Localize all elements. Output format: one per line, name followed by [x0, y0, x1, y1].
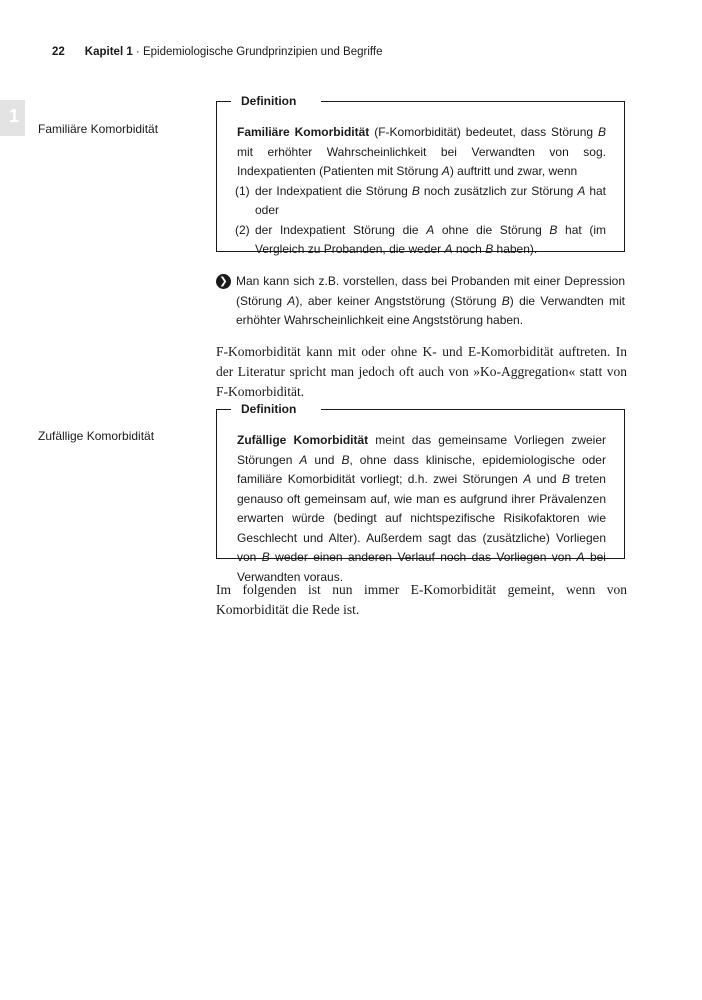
definition-title: Definition [241, 94, 297, 108]
text-run: Man kann sich z.B. vorstellen, dass bei Probanden mit einer Depression (Störung [236, 274, 625, 308]
margin-label-familiaere: Familiäre Komorbidität [38, 122, 159, 136]
definition-box-zufaellige [216, 402, 625, 584]
text-run: ), aber keiner Angststörung (Störung [295, 293, 502, 308]
list-item [237, 182, 606, 221]
text-run: A [523, 472, 532, 486]
margin-label-zufaellige: Zufällige Komorbidität [38, 429, 155, 443]
text-run: B [341, 452, 350, 467]
text-run: weder einen anderen Verlauf noch das Vorliegen von [269, 550, 577, 564]
text-run: A [444, 242, 453, 256]
chapter-tab [0, 100, 25, 136]
chapter-title: Epidemiologische Grundprinzipien und Begriffe [142, 46, 383, 58]
definition-box-familiaere [216, 94, 625, 256]
list-number: (1) [235, 183, 250, 198]
running-header [52, 46, 383, 58]
text-run: meint das gemeinsame Vorliegen zweier Störungen [237, 433, 606, 467]
text-run: und [531, 472, 562, 486]
definition-term: Zufällige Komorbidität [237, 433, 369, 447]
arrow-right-icon: ❯ [216, 274, 231, 289]
text-run: mit erhöhter Wahrscheinlichkeit bei Verwandten von sog. Indexpatienten (Patienten mit Störung [237, 144, 606, 178]
text-run: B [411, 183, 420, 198]
note-text [216, 272, 625, 331]
text-run: (F-Komorbidität) bedeutet, dass Störung [369, 125, 598, 139]
text-run: A [299, 452, 308, 467]
header-separator: · [132, 46, 143, 58]
text-run: B [261, 550, 270, 564]
definition-term: Familiäre Komorbidität [237, 125, 370, 139]
definition-title: Definition [241, 402, 297, 416]
text-run: ) auftritt und zwar, wenn [449, 164, 578, 178]
text-run: bei Verwandten voraus. [237, 550, 606, 584]
body-paragraph: F-Komorbidität kann mit oder ohne K- und E-Komorbidität auftreten. In der Literatur spricht man jedoch oft auch von »Ko-Aggregation« statt von F-Komorbidität. [216, 344, 627, 399]
list-number: (2) [235, 222, 250, 237]
chapter-tab-number: 1 [9, 106, 20, 126]
note-block [216, 272, 625, 331]
text-run: und [307, 452, 342, 467]
page-number: 22 [52, 46, 65, 58]
text-run: noch [452, 242, 486, 256]
text-run: B [485, 242, 494, 256]
text-run: A [577, 183, 586, 198]
text-run: A [576, 550, 585, 564]
definition-list [237, 182, 606, 260]
text-run: noch zusätzlich zur Störung [419, 183, 578, 198]
text-run: , ohne dass klinische, epidemiologische oder familiäre Komorbidität vorliegt; d.h. zwei Störungen [237, 452, 606, 486]
text-run: treten genauso oft gemeinsam auf, wie man es aufgrund ihrer Prävalenzen erwarten würde (bedingt auf nichtspezifische Risikofaktoren wie Geschlecht und Alter). Außerdem sagt das (zusätzliche) Vorliegen von [237, 472, 606, 564]
text-run: A [426, 222, 435, 237]
text-run: B [598, 125, 607, 139]
chapter-label: Kapitel 1 [84, 46, 133, 58]
text-run: der Indexpatient die Störung [255, 183, 412, 198]
body-paragraph: Im folgenden ist nun immer E-Komorbidität gemeint, wenn von Komorbidität die Rede ist. [216, 582, 627, 617]
text-run: B [501, 293, 510, 308]
text-run: B [561, 472, 570, 486]
text-run: B [549, 222, 558, 237]
list-item [237, 221, 606, 260]
text-run: ohne die Störung [434, 222, 550, 237]
text-run: hat oder [255, 183, 607, 217]
text-run: hat (im Vergleich zu Probanden, die weder [255, 222, 606, 256]
text-run: A [287, 293, 296, 308]
text-run: ) die Verwandten mit erhöhter Wahrscheinlichkeit eine Angststörung haben. [236, 293, 625, 327]
text-run: A [441, 164, 450, 178]
definition-body [217, 409, 624, 599]
text-run: haben). [493, 242, 538, 256]
definition-body [217, 101, 624, 272]
text-run: der Indexpatient Störung die [255, 222, 427, 237]
